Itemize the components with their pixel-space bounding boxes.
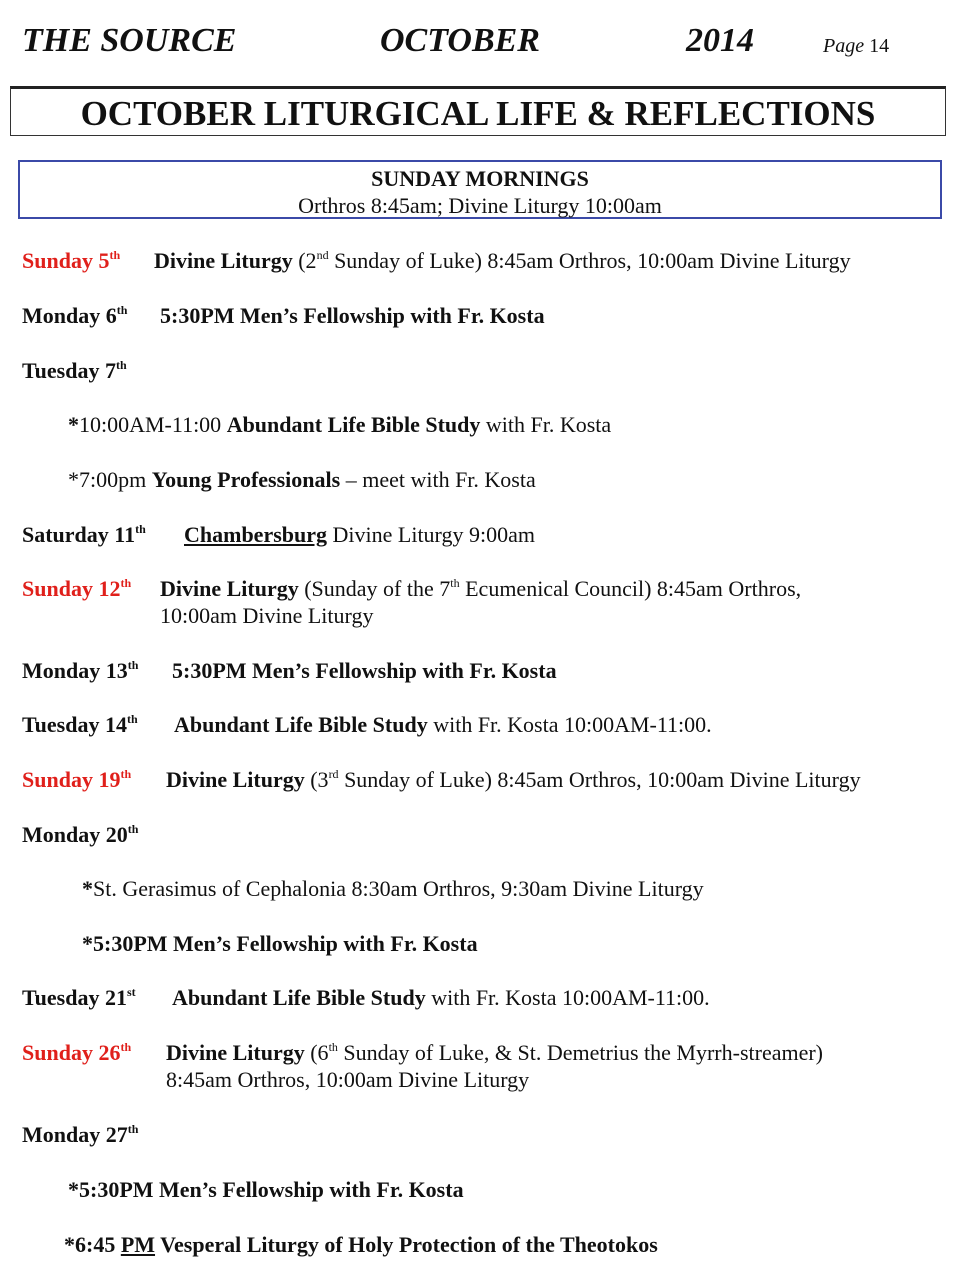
entry-day-sunday-19: Sunday 19th (22, 767, 132, 792)
page-indicator (823, 35, 889, 58)
page-label: Page (823, 35, 865, 57)
entry-day-saturday-11: Saturday 11th (22, 522, 146, 547)
entry-text-tuesday-21: Abundant Life Bible Study with Fr. Kosta 10:00AM-11:00. (172, 985, 710, 1010)
entry-day-monday-27: Monday 27th (22, 1122, 139, 1147)
sunday-mornings-box (18, 160, 942, 219)
entry-text-tuesday-7-young-professionals: *7:00pm Young Professionals – meet with Fr. Kosta (68, 467, 536, 492)
entry-day-monday-13: Monday 13th (22, 658, 139, 683)
entry-text-sunday-12: Divine Liturgy (Sunday of the 7th Ecumenical Council) 8:45am Orthros, (160, 576, 802, 601)
entry-text-sunday-26-line2: 8:45am Orthros, 10:00am Divine Liturgy (166, 1067, 530, 1092)
entry-text-monday-27-vesperal: *6:45 PM Vesperal Liturgy of Holy Protection of the Theotokos (64, 1232, 658, 1257)
entry-text-sunday-5: Divine Liturgy (2nd Sunday of Luke) 8:45am Orthros, 10:00am Divine Liturgy (154, 248, 851, 273)
newsletter-name: THE SOURCE (22, 22, 237, 59)
entry-text-monday-20-st-gerasimus: *St. Gerasimus of Cephalonia 8:30am Orthros, 9:30am Divine Liturgy (82, 876, 704, 901)
entry-day-tuesday-14: Tuesday 14th (22, 712, 138, 737)
entry-text-monday-20-fellowship: *5:30PM Men’s Fellowship with Fr. Kosta (82, 931, 478, 956)
entry-day-tuesday-7: Tuesday 7th (22, 358, 127, 383)
entry-day-tuesday-21: Tuesday 21st (22, 985, 136, 1010)
entry-day-monday-20: Monday 20th (22, 822, 139, 847)
header-month: OCTOBER (380, 22, 540, 59)
entry-day-sunday-26: Sunday 26th (22, 1040, 132, 1065)
sunday-mornings-times: Orthros 8:45am; Divine Liturgy 10:00am (298, 193, 662, 218)
entry-text-sunday-19: Divine Liturgy (3rd Sunday of Luke) 8:45am Orthros, 10:00am Divine Liturgy (166, 767, 861, 792)
page-number: 14 (869, 35, 890, 57)
title-box (10, 86, 946, 136)
entry-text-tuesday-14: Abundant Life Bible Study with Fr. Kosta 10:00AM-11:00. (174, 712, 712, 737)
entry-text-sunday-12-line2: 10:00am Divine Liturgy (160, 603, 374, 628)
entry-day-sunday-12: Sunday 12th (22, 576, 132, 601)
entry-text-sunday-26: Divine Liturgy (6th Sunday of Luke, & St. Demetrius the Myrrh-streamer) (166, 1040, 824, 1065)
entry-text-saturday-11: Chambersburg Divine Liturgy 9:00am (184, 522, 535, 547)
entry-day-monday-6: Monday 6th (22, 303, 128, 328)
entry-day-sunday-5: Sunday 5th (22, 248, 121, 273)
sunday-mornings-heading: SUNDAY MORNINGS (371, 166, 589, 191)
entry-text-monday-27-fellowship: *5:30PM Men’s Fellowship with Fr. Kosta (68, 1177, 464, 1202)
entry-text-monday-13: 5:30PM Men’s Fellowship with Fr. Kosta (172, 658, 557, 683)
entry-text-monday-6: 5:30PM Men’s Fellowship with Fr. Kosta (160, 303, 545, 328)
header-year: 2014 (686, 22, 754, 59)
entry-text-tuesday-7-bible-study: *10:00AM-11:00 Abundant Life Bible Study with Fr. Kosta (68, 412, 612, 437)
page-title: OCTOBER LITURGICAL LIFE & REFLECTIONS (80, 94, 876, 133)
